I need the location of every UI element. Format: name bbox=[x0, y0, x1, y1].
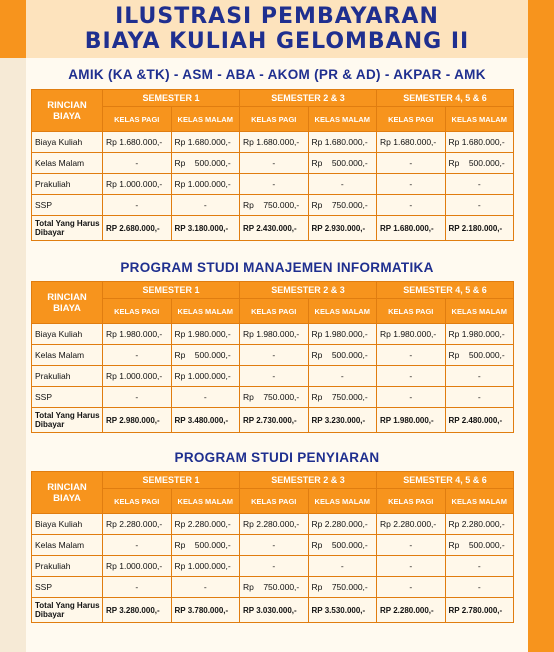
fee-cell: - bbox=[240, 535, 309, 556]
fee-cell: Rp 1.000.000,- bbox=[171, 556, 240, 577]
header-kelas-malam: KELAS MALAM bbox=[308, 299, 377, 324]
row-label: Prakuliah bbox=[32, 366, 103, 387]
fee-cell: Rp 500.000,- bbox=[308, 535, 377, 556]
fee-cell: - bbox=[445, 577, 514, 598]
fee-cell: - bbox=[377, 387, 446, 408]
fee-cell: Rp 500.000,- bbox=[308, 345, 377, 366]
fee-cell: Rp 1.680.000,- bbox=[377, 132, 446, 153]
row-label: Total Yang Harus Dibayar bbox=[32, 598, 103, 623]
header-semester-4-5-6: SEMESTER 4, 5 & 6 bbox=[377, 282, 514, 299]
header-kelas-malam: KELAS MALAM bbox=[308, 489, 377, 514]
header-semester-1: SEMESTER 1 bbox=[103, 282, 240, 299]
row-biaya-kuliah bbox=[32, 514, 514, 535]
fee-cell: Rp 750.000,- bbox=[308, 387, 377, 408]
fee-cell: - bbox=[445, 387, 514, 408]
fee-cell: Rp 2.280.000,- bbox=[377, 514, 446, 535]
fee-cell: RP 1.680.000,- bbox=[377, 216, 446, 241]
row-total bbox=[32, 408, 514, 433]
row-biaya-kuliah bbox=[32, 132, 514, 153]
fee-cell: RP 2.780.000,- bbox=[445, 598, 514, 623]
fee-cell: Rp 1.680.000,- bbox=[308, 132, 377, 153]
fee-cell: Rp 1.000.000,- bbox=[103, 556, 172, 577]
fee-cell: Rp 2.280.000,- bbox=[308, 514, 377, 535]
fee-cell: Rp 500.000,- bbox=[445, 153, 514, 174]
fee-cell: Rp 1.980.000,- bbox=[308, 324, 377, 345]
row-kelas-malam bbox=[32, 345, 514, 366]
fee-cell: Rp 1.680.000,- bbox=[240, 132, 309, 153]
fee-cell: RP 3.480.000,- bbox=[171, 408, 240, 433]
fee-cell: RP 3.030.000,- bbox=[240, 598, 309, 623]
row-ssp bbox=[32, 195, 514, 216]
fee-cell: - bbox=[240, 556, 309, 577]
header-rincian-biaya: RINCIAN BIAYA bbox=[32, 472, 103, 514]
fee-cell: Rp 2.280.000,- bbox=[240, 514, 309, 535]
header-kelas-pagi: KELAS PAGI bbox=[240, 107, 309, 132]
fee-cell: RP 3.530.000,- bbox=[308, 598, 377, 623]
header-kelas-pagi: KELAS PAGI bbox=[103, 299, 172, 324]
fee-cell: RP 2.680.000,- bbox=[103, 216, 172, 241]
fee-cell: - bbox=[103, 535, 172, 556]
fee-cell: Rp 750.000,- bbox=[308, 577, 377, 598]
fee-cell: Rp 1.000.000,- bbox=[103, 174, 172, 195]
fee-cell: RP 2.480.000,- bbox=[445, 408, 514, 433]
fee-cell: Rp 750.000,- bbox=[240, 387, 309, 408]
row-biaya-kuliah bbox=[32, 324, 514, 345]
fee-cell: Rp 1.980.000,- bbox=[171, 324, 240, 345]
row-label: Total Yang Harus Dibayar bbox=[32, 408, 103, 433]
header-semester-1: SEMESTER 1 bbox=[103, 90, 240, 107]
header-semester-4-5-6: SEMESTER 4, 5 & 6 bbox=[377, 472, 514, 489]
header-kelas-pagi: KELAS PAGI bbox=[240, 299, 309, 324]
fee-cell: - bbox=[445, 366, 514, 387]
fee-cell: Rp 1.980.000,- bbox=[377, 324, 446, 345]
fee-cell: Rp 1.680.000,- bbox=[103, 132, 172, 153]
title-banner-right-accent bbox=[528, 0, 554, 58]
fee-cell: - bbox=[377, 174, 446, 195]
row-label: Kelas Malam bbox=[32, 345, 103, 366]
fee-cell: RP 2.180.000,- bbox=[445, 216, 514, 241]
left-margin bbox=[0, 0, 26, 652]
fee-cell: Rp 500.000,- bbox=[445, 345, 514, 366]
fee-cell: RP 3.280.000,- bbox=[103, 598, 172, 623]
row-prakuliah bbox=[32, 174, 514, 195]
section-title-manajemen-informatika: PROGRAM STUDI MANAJEMEN INFORMATIKA bbox=[120, 260, 434, 275]
header-semester-1: SEMESTER 1 bbox=[103, 472, 240, 489]
fee-cell: - bbox=[103, 345, 172, 366]
fee-cell: Rp 750.000,- bbox=[240, 577, 309, 598]
header-semester-4-5-6: SEMESTER 4, 5 & 6 bbox=[377, 90, 514, 107]
fee-cell: - bbox=[308, 174, 377, 195]
header-kelas-pagi: KELAS PAGI bbox=[103, 107, 172, 132]
row-label: Total Yang Harus Dibayar bbox=[32, 216, 103, 241]
fee-cell: Rp 1.680.000,- bbox=[171, 132, 240, 153]
row-total bbox=[32, 598, 514, 623]
fee-cell: - bbox=[377, 345, 446, 366]
fee-cell: - bbox=[377, 366, 446, 387]
fee-cell: - bbox=[240, 366, 309, 387]
row-label: SSP bbox=[32, 387, 103, 408]
fee-cell: Rp 1.980.000,- bbox=[240, 324, 309, 345]
row-ssp bbox=[32, 387, 514, 408]
row-ssp bbox=[32, 577, 514, 598]
fee-cell: - bbox=[103, 577, 172, 598]
page-title-line-1: ILUSTRASI PEMBAYARAN bbox=[115, 4, 439, 29]
fee-cell: RP 2.980.000,- bbox=[103, 408, 172, 433]
fee-cell: - bbox=[445, 195, 514, 216]
fee-cell: Rp 1.980.000,- bbox=[103, 324, 172, 345]
header-kelas-malam: KELAS MALAM bbox=[171, 107, 240, 132]
fee-cell: Rp 1.000.000,- bbox=[103, 366, 172, 387]
row-label: Prakuliah bbox=[32, 556, 103, 577]
header-kelas-malam: KELAS MALAM bbox=[308, 107, 377, 132]
fee-cell: Rp 500.000,- bbox=[308, 153, 377, 174]
fee-cell: RP 2.730.000,- bbox=[240, 408, 309, 433]
fee-cell: - bbox=[171, 195, 240, 216]
header-kelas-pagi: KELAS PAGI bbox=[377, 107, 446, 132]
content-area bbox=[26, 58, 528, 652]
section-title-amik: AMIK (KA &TK) - ASM - ABA - AKOM (PR & AD) - AKPAR - AMK bbox=[68, 67, 486, 82]
row-label: Prakuliah bbox=[32, 174, 103, 195]
fee-cell: RP 2.280.000,- bbox=[377, 598, 446, 623]
header-kelas-pagi: KELAS PAGI bbox=[240, 489, 309, 514]
fee-cell: - bbox=[103, 153, 172, 174]
fee-cell: Rp 500.000,- bbox=[445, 535, 514, 556]
fee-cell: - bbox=[445, 174, 514, 195]
header-kelas-pagi: KELAS PAGI bbox=[103, 489, 172, 514]
fee-cell: - bbox=[240, 345, 309, 366]
fee-cell: - bbox=[377, 556, 446, 577]
fee-cell: RP 3.230.000,- bbox=[308, 408, 377, 433]
header-kelas-malam: KELAS MALAM bbox=[445, 107, 514, 132]
header-rincian-biaya: RINCIAN BIAYA bbox=[32, 90, 103, 132]
fee-cell: RP 3.180.000,- bbox=[171, 216, 240, 241]
fee-cell: Rp 2.280.000,- bbox=[171, 514, 240, 535]
fee-cell: Rp 1.000.000,- bbox=[171, 366, 240, 387]
fee-cell: - bbox=[308, 556, 377, 577]
row-kelas-malam bbox=[32, 535, 514, 556]
page-title-line-2: BIAYA KULIAH GELOMBANG II bbox=[84, 29, 470, 54]
fee-cell: RP 2.930.000,- bbox=[308, 216, 377, 241]
fee-cell: - bbox=[103, 387, 172, 408]
header-rincian-biaya: RINCIAN BIAYA bbox=[32, 282, 103, 324]
fee-cell: - bbox=[377, 535, 446, 556]
fee-table-amik bbox=[31, 89, 514, 241]
fee-cell: - bbox=[377, 153, 446, 174]
row-total bbox=[32, 216, 514, 241]
header-kelas-malam: KELAS MALAM bbox=[445, 489, 514, 514]
row-label: SSP bbox=[32, 577, 103, 598]
fee-cell: - bbox=[377, 195, 446, 216]
fee-cell: Rp 750.000,- bbox=[240, 195, 309, 216]
fee-cell: RP 3.780.000,- bbox=[171, 598, 240, 623]
fee-cell: RP 2.430.000,- bbox=[240, 216, 309, 241]
fee-cell: - bbox=[308, 366, 377, 387]
fee-cell: Rp 1.680.000,- bbox=[445, 132, 514, 153]
row-label: Kelas Malam bbox=[32, 535, 103, 556]
row-label: SSP bbox=[32, 195, 103, 216]
fee-cell: - bbox=[445, 556, 514, 577]
fee-table-penyiaran bbox=[31, 471, 514, 623]
header-kelas-pagi: KELAS PAGI bbox=[377, 299, 446, 324]
fee-cell: Rp 750.000,- bbox=[308, 195, 377, 216]
row-prakuliah bbox=[32, 366, 514, 387]
header-kelas-malam: KELAS MALAM bbox=[171, 299, 240, 324]
fee-cell: Rp 2.280.000,- bbox=[103, 514, 172, 535]
header-semester-2-3: SEMESTER 2 & 3 bbox=[240, 90, 377, 107]
right-orange-stripe bbox=[528, 0, 554, 652]
header-kelas-malam: KELAS MALAM bbox=[445, 299, 514, 324]
header-semester-2-3: SEMESTER 2 & 3 bbox=[240, 282, 377, 299]
row-kelas-malam bbox=[32, 153, 514, 174]
header-kelas-pagi: KELAS PAGI bbox=[377, 489, 446, 514]
fee-cell: - bbox=[171, 387, 240, 408]
fee-cell: RP 1.980.000,- bbox=[377, 408, 446, 433]
fee-cell: - bbox=[377, 577, 446, 598]
fee-cell: - bbox=[103, 195, 172, 216]
fee-cell: Rp 500.000,- bbox=[171, 153, 240, 174]
row-prakuliah bbox=[32, 556, 514, 577]
header-kelas-malam: KELAS MALAM bbox=[171, 489, 240, 514]
fee-cell: - bbox=[240, 174, 309, 195]
fee-cell: Rp 2.280.000,- bbox=[445, 514, 514, 535]
header-semester-2-3: SEMESTER 2 & 3 bbox=[240, 472, 377, 489]
row-label: Biaya Kuliah bbox=[32, 132, 103, 153]
row-label: Biaya Kuliah bbox=[32, 514, 103, 535]
fee-table-manajemen-informatika bbox=[31, 281, 514, 433]
title-banner-left-accent bbox=[0, 0, 26, 58]
row-label: Biaya Kuliah bbox=[32, 324, 103, 345]
row-label: Kelas Malam bbox=[32, 153, 103, 174]
fee-cell: Rp 500.000,- bbox=[171, 345, 240, 366]
section-title-penyiaran: PROGRAM STUDI PENYIARAN bbox=[174, 450, 380, 465]
fee-cell: - bbox=[171, 577, 240, 598]
fee-cell: Rp 500.000,- bbox=[171, 535, 240, 556]
fee-cell: Rp 1.000.000,- bbox=[171, 174, 240, 195]
fee-cell: - bbox=[240, 153, 309, 174]
fee-cell: Rp 1.980.000,- bbox=[445, 324, 514, 345]
